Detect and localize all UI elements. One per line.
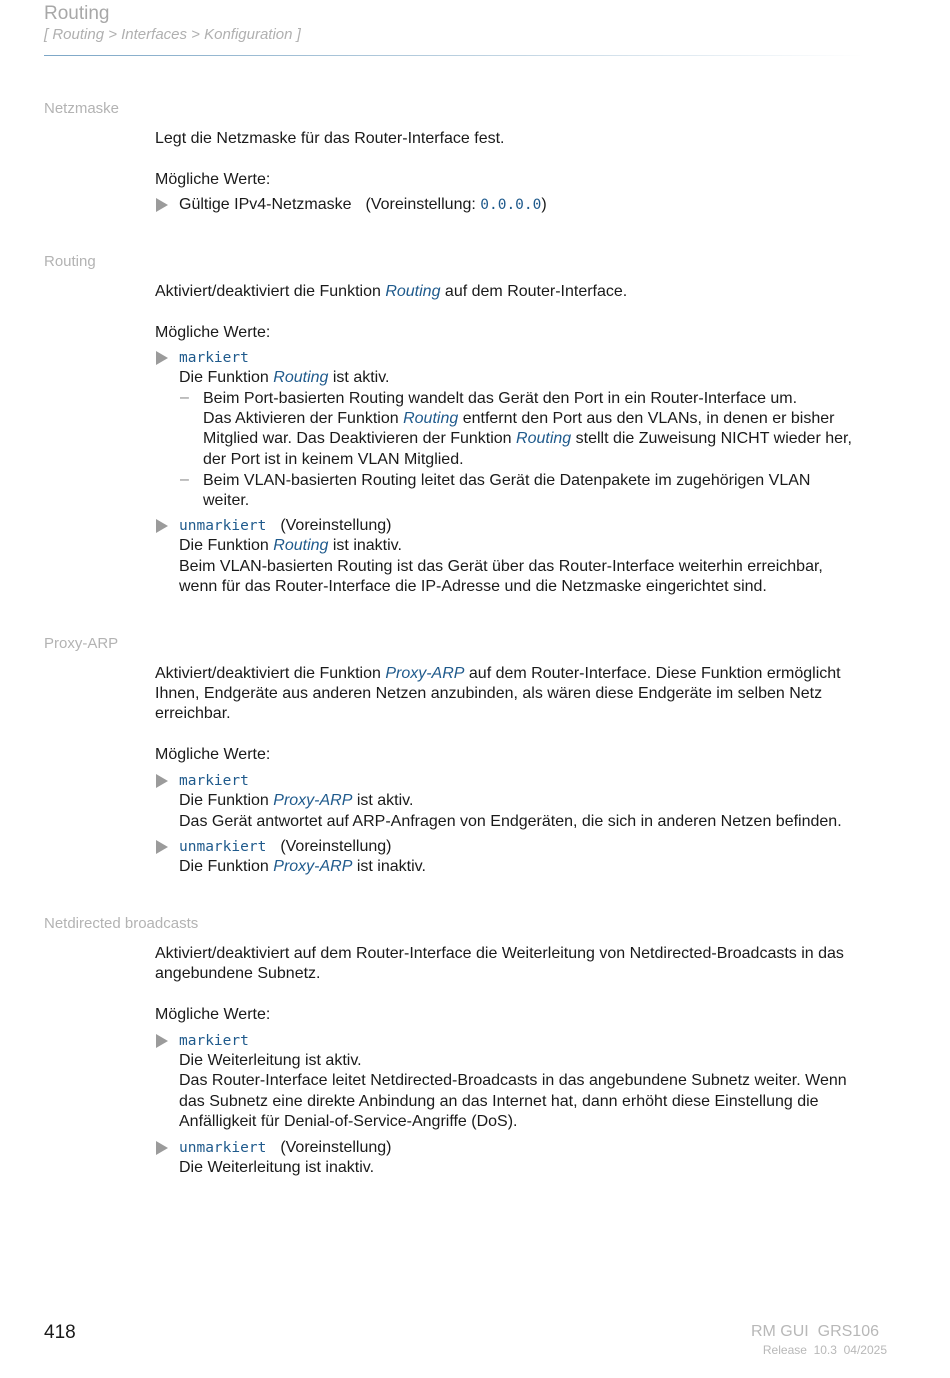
page-header-title: Routing xyxy=(44,3,110,24)
routing-description: Aktiviert/deaktiviert die Funktion Routing auf dem Router-Interface. xyxy=(155,283,628,300)
netdirected-description-line2: angebundene Subnetz. xyxy=(155,965,321,982)
proxy-values-heading: Mögliche Werte: xyxy=(155,746,271,763)
routing-sub1-line1: Beim Port-basierten Routing wandelt das Gerät den Port in ein Router-Interface um. xyxy=(203,390,798,407)
proxy-description-line3: erreichbar. xyxy=(155,705,231,722)
netdirected-marked-line1: Die Weiterleitung ist aktiv. xyxy=(179,1052,362,1069)
routing-values-heading: Mögliche Werte: xyxy=(155,324,271,341)
netdirected-marked-line2: Das Router-Interface leitet Netdirected-Broadcasts in das angebundene Subnetz weiter. Wenn xyxy=(179,1072,847,1089)
section-label-proxy-arp: Proxy-ARP xyxy=(44,635,119,652)
routing-unmarked-line1: Die Funktion Routing ist inaktiv. xyxy=(179,537,402,554)
proxy-unmarked-line1: Die Funktion Proxy-ARP ist inaktiv. xyxy=(179,858,426,875)
breadcrumb: [ Routing > Interfaces > Konfiguration ] xyxy=(44,26,301,43)
proxy-marked-line2: Das Gerät antwortet auf ARP-Anfragen von Endgeräten, die sich in anderen Netzen befinden. xyxy=(179,813,842,830)
netdirected-description-line1: Aktiviert/deaktiviert auf dem Router-Interface die Weiterleitung von Netdirected-Broadcasts in das xyxy=(155,945,844,962)
page-number: 418 xyxy=(44,1322,76,1343)
footer-document-id: RM GUI GRS106 xyxy=(750,1323,879,1340)
netdirected-unmarked-code: unmarkiert (Voreinstellung) xyxy=(179,1139,392,1156)
netzmaske-values-heading: Mögliche Werte: xyxy=(155,171,271,188)
bullet-triangle-icon xyxy=(156,774,168,788)
bullet-triangle-icon xyxy=(156,1034,168,1048)
routing-marked-code: markiert xyxy=(179,350,249,366)
routing-unmarked-line3: wenn für das Router-Interface die IP-Adresse und die Netzmaske eingerichtet sind. xyxy=(179,578,767,595)
bullet-dash-icon: – xyxy=(180,471,189,488)
default-value-code: 0.0.0.0 xyxy=(480,197,542,213)
routing-sub2-line1: Beim VLAN-basierten Routing leitet das Gerät die Datenpakete im zugehörigen VLAN xyxy=(203,472,811,489)
footer-release: Release 10.3 04/2025 xyxy=(762,1343,887,1357)
proxy-marked-code: markiert xyxy=(179,773,249,789)
proxy-unmarked-code: unmarkiert (Voreinstellung) xyxy=(179,838,392,855)
section-label-routing: Routing xyxy=(44,253,96,270)
netdirected-values-heading: Mögliche Werte: xyxy=(155,1006,271,1023)
bullet-triangle-icon xyxy=(156,1141,168,1155)
proxy-description-line2: Ihnen, Endgeräte aus anderen Netzen anzubinden, als wären diese Endgeräte im selben Netz xyxy=(155,685,823,702)
section-label-netdirected-broadcasts: Netdirected broadcasts xyxy=(44,915,199,932)
routing-sub1-line4: der Port ist in keinem VLAN Mitglied. xyxy=(203,451,464,468)
routing-sub1-line2: Das Aktivieren der Funktion Routing entfernt den Port aus den VLANs, in denen er bisher xyxy=(203,410,835,427)
section-label-netzmaske: Netzmaske xyxy=(44,100,120,117)
netzmaske-value-item: Gültige IPv4-Netzmaske (Voreinstellung: 0.0.0.0) xyxy=(179,196,547,213)
netdirected-marked-line3: das Subnetz eine direkte Anbindung an das Internet hat, dann erhöht diese Einstellung die xyxy=(179,1093,819,1110)
netzmaske-description: Legt die Netzmaske für das Router-Interface fest. xyxy=(155,130,505,147)
proxy-marked-line1: Die Funktion Proxy-ARP ist aktiv. xyxy=(179,792,414,809)
bullet-triangle-icon xyxy=(156,519,168,533)
bullet-dash-icon: – xyxy=(180,389,189,406)
routing-sub2-line2: weiter. xyxy=(203,492,250,509)
netdirected-unmarked-line1: Die Weiterleitung ist inaktiv. xyxy=(179,1159,375,1176)
routing-marked-line: Die Funktion Routing ist aktiv. xyxy=(179,369,390,386)
bullet-triangle-icon xyxy=(156,351,168,365)
bullet-triangle-icon xyxy=(156,840,168,854)
netdirected-marked-line4: Anfälligkeit für Denial-of-Service-Angriffe (DoS). xyxy=(179,1113,518,1130)
routing-unmarked-code: unmarkiert (Voreinstellung) xyxy=(179,517,392,534)
proxy-description-line1: Aktiviert/deaktiviert die Funktion Proxy-ARP auf dem Router-Interface. Diese Funktion ermöglicht xyxy=(155,665,841,682)
netdirected-marked-code: markiert xyxy=(179,1033,249,1049)
header-divider xyxy=(44,55,864,56)
bullet-triangle-icon xyxy=(156,198,168,212)
routing-sub1-line3: Mitglied war. Das Deaktivieren der Funktion Routing stellt die Zuweisung NICHT wieder her, xyxy=(203,430,852,447)
routing-unmarked-line2: Beim VLAN-basierten Routing ist das Gerät über das Router-Interface weiterhin erreichbar, xyxy=(179,558,823,575)
